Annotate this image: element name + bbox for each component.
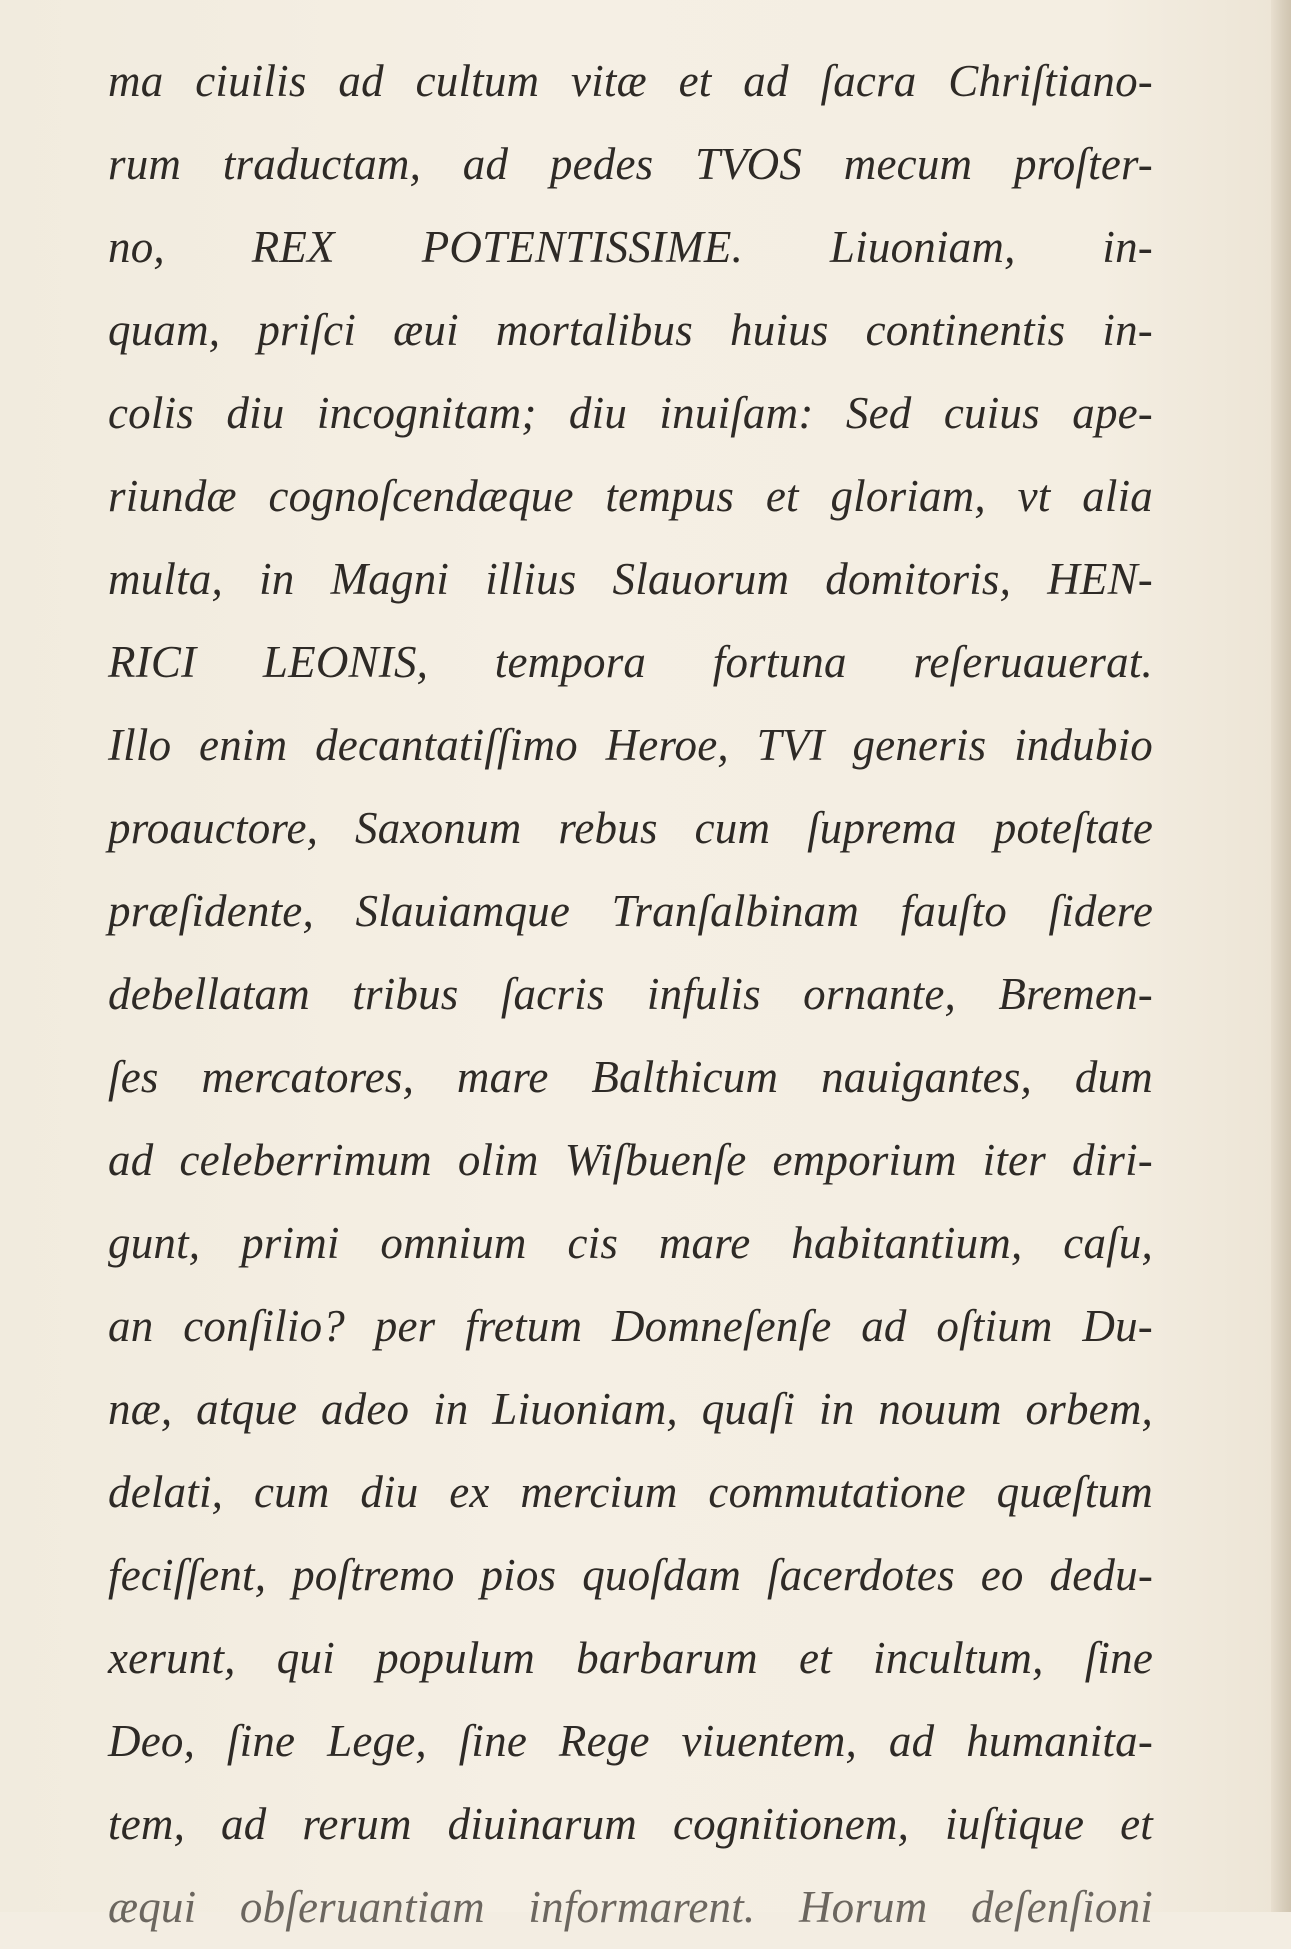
text-line: præſidente, Slauiamque Tranſalbinam fauſto ſidere bbox=[108, 886, 1153, 936]
text-block bbox=[108, 40, 1153, 1932]
text-line: Illo enim decantatiſſimo Heroe, TVI generis indubio bbox=[108, 720, 1153, 770]
text-line: feciſſent, poſtremo pios quoſdam ſacerdotes eo dedu- bbox=[108, 1550, 1153, 1600]
text-line: xerunt, qui populum barbarum et incultum, ſine bbox=[108, 1633, 1153, 1683]
page-edge bbox=[1271, 0, 1291, 1912]
text-line: ma ciuilis ad cultum vitæ et ad ſacra Chriſtiano- bbox=[108, 56, 1153, 106]
text-line: gunt, primi omnium cis mare habitantium, caſu, bbox=[108, 1218, 1153, 1268]
text-line: RICI LEONIS, tempora fortuna reſeruauerat. bbox=[108, 637, 1153, 687]
text-line: tem, ad rerum diuinarum cognitionem, iuſtique et bbox=[108, 1799, 1153, 1849]
cutoff-text-line: æqui obſeruantiam informarent. Horum deſenſioni bbox=[108, 1882, 1153, 1932]
text-line: debellatam tribus ſacris infulis ornante, Bremen- bbox=[108, 969, 1153, 1019]
text-line: rum traductam, ad pedes TVOS mecum proſter- bbox=[108, 139, 1153, 189]
text-line: riundæ cognoſcendæque tempus et gloriam, vt alia bbox=[108, 471, 1153, 521]
text-line: næ, atque adeo in Liuoniam, quaſi in nouum orbem, bbox=[108, 1384, 1153, 1434]
text-line: proauctore, Saxonum rebus cum ſuprema poteſtate bbox=[108, 803, 1153, 853]
text-line: an conſilio? per fretum Domneſenſe ad oſtium Du- bbox=[108, 1301, 1153, 1351]
text-line: quam, priſci æui mortalibus huius continentis in- bbox=[108, 305, 1153, 355]
text-line: multa, in Magni illius Slauorum domitoris, HEN- bbox=[108, 554, 1153, 604]
text-line: Deo, ſine Lege, ſine Rege viuentem, ad humanita- bbox=[108, 1716, 1153, 1766]
text-line: no, REX POTENTISSIME. Liuoniam, in- bbox=[108, 222, 1153, 272]
text-line: colis diu incognitam; diu inuiſam: Sed cuius ape- bbox=[108, 388, 1153, 438]
text-line: ſes mercatores, mare Balthicum nauigantes, dum bbox=[108, 1052, 1153, 1102]
text-line: delati, cum diu ex mercium commutatione quæſtum bbox=[108, 1467, 1153, 1517]
text-line: ad celeberrimum olim Wiſbuenſe emporium iter diri- bbox=[108, 1135, 1153, 1185]
